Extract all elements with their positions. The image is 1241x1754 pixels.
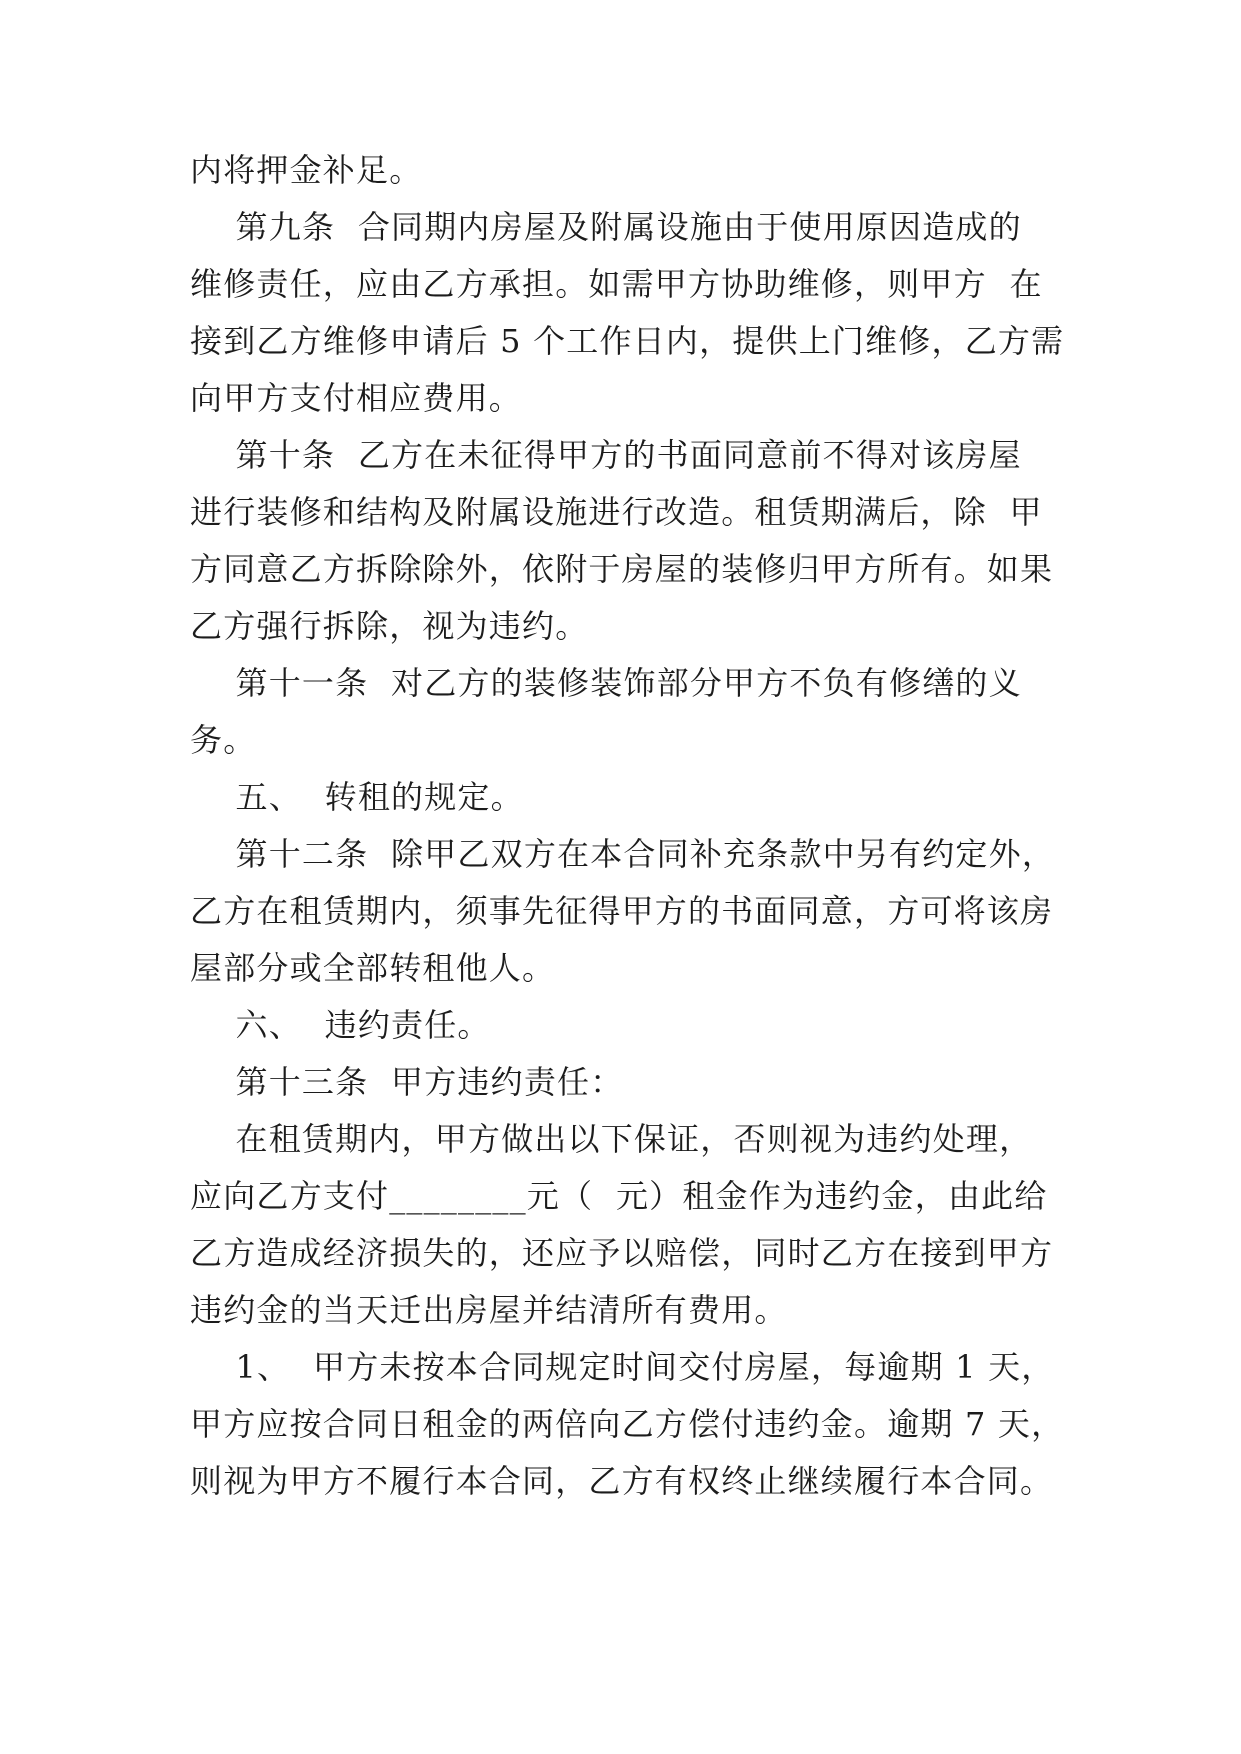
text-line: 进行装修和结构及附属设施进行改造。租赁期满后，除 甲 (190, 493, 1043, 531)
text-line: 乙方造成经济损失的，还应予以赔偿，同时乙方在接到甲方 (190, 1234, 1054, 1272)
text-line: 第十条 乙方在未征得甲方的书面同意前不得对该房屋 (190, 436, 1022, 474)
text-line: 接到乙方维修申请后 5 个工作日内，提供上门维修，乙方需 (190, 322, 1065, 360)
text-line: 第十一条 对乙方的装修装饰部分甲方不负有修缮的义 (190, 664, 1022, 702)
text-line: 第十三条 甲方违约责任： (190, 1063, 624, 1101)
text-line: 第九条 合同期内房屋及附属设施由于使用原因造成的 (190, 208, 1022, 246)
text-line: 向甲方支付相应费用。 (190, 379, 523, 417)
text-line: 务。 (190, 721, 257, 759)
text-line: 乙方强行拆除，视为违约。 (190, 607, 589, 645)
text-line: 方同意乙方拆除除外，依附于房屋的装修归甲方所有。如果 (190, 550, 1054, 588)
text-line: 五、 转租的规定。 (190, 778, 524, 816)
text-line: 应向乙方支付________元（ 元）租金作为违约金，由此给 (190, 1177, 1048, 1215)
text-line: 第十二条 除甲乙双方在本合同补充条款中另有约定外， (190, 835, 1056, 873)
text-line: 维修责任，应由乙方承担。如需甲方协助维修，则甲方 在 (190, 265, 1043, 303)
text-line: 在租赁期内，甲方做出以下保证，否则视为违约处理， (190, 1120, 1033, 1158)
text-line: 六、 违约责任。 (190, 1006, 491, 1044)
text-line: 1、 甲方未按本合同规定时间交付房屋，每逾期 1 天， (190, 1348, 1055, 1386)
text-line: 甲方应按合同日租金的两倍向乙方偿付违约金。逾期 7 天， (190, 1405, 1065, 1443)
text-line: 内将押金补足。 (190, 151, 423, 189)
text-line: 乙方在租赁期内，须事先征得甲方的书面同意，方可将该房 (190, 892, 1054, 930)
text-line: 则视为甲方不履行本合同，乙方有权终止继续履行本合同。 (190, 1462, 1054, 1500)
text-line: 违约金的当天迁出房屋并结清所有费用。 (190, 1291, 788, 1329)
text-line: 屋部分或全部转租他人。 (190, 949, 556, 987)
